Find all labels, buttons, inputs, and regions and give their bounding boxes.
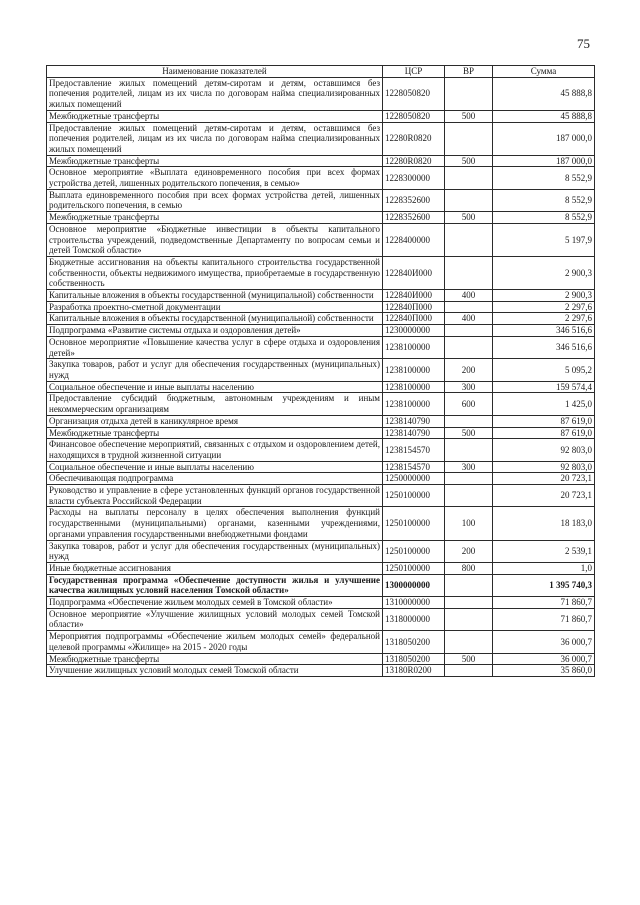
row-csr-code: 1228050820: [383, 110, 445, 122]
row-sum: 346 516,6: [493, 325, 595, 337]
row-name: Предоставление субсидий бюджетным, автономным учреждениям и иным некоммерческим организациям: [47, 393, 383, 415]
table-row: [47, 189, 595, 211]
row-sum: 1 395 740,3: [493, 574, 595, 596]
row-csr-code: 1238140790: [383, 427, 445, 439]
row-sum: 187 000,0: [493, 122, 595, 155]
table-row: [47, 574, 595, 596]
table-row: [47, 427, 595, 439]
row-csr-code: 1238154570: [383, 439, 445, 461]
row-sum: 45 888,8: [493, 110, 595, 122]
row-vr-code: [445, 631, 493, 653]
row-name: Мероприятия подпрограммы «Обеспечение жильем молодых семей» федеральной целевой программы «Жилище» на 2015 - 2020 годы: [47, 631, 383, 653]
row-name: Бюджетные ассигнования на объекты капитального строительства государственной собственности, объекты недвижимого имущества, приобретаемые в государственную собственность: [47, 256, 383, 289]
row-vr-code: 600: [445, 393, 493, 415]
row-vr-code: 400: [445, 313, 493, 325]
row-sum: 20 723,1: [493, 485, 595, 507]
row-name: Основное мероприятие «Бюджетные инвестиции в объекты капитального строительства учреждений, подведомственные Департаменту по вопросам семьи и детей Томской области»: [47, 223, 383, 256]
row-csr-code: 1228050820: [383, 77, 445, 110]
row-name: Основное мероприятие «Выплата единовременного пособия при всех формах устройства детей, лишенных родительского попечения, в семью»: [47, 167, 383, 189]
row-sum: 5 197,9: [493, 223, 595, 256]
row-sum: 92 803,0: [493, 461, 595, 473]
page-number: 75: [577, 36, 590, 51]
row-vr-code: [445, 608, 493, 630]
table-row: [47, 155, 595, 167]
row-csr-code: 1238154570: [383, 461, 445, 473]
row-csr-code: 1228352600: [383, 212, 445, 224]
row-vr-code: [445, 301, 493, 313]
row-csr-code: 122840И000: [383, 256, 445, 289]
row-sum: 159 574,4: [493, 381, 595, 393]
row-sum: 20 723,1: [493, 473, 595, 485]
table-row: [47, 540, 595, 562]
row-name: Основное мероприятие «Повышение качества услуг в сфере отдыха и оздоровления детей»: [47, 336, 383, 358]
row-name: Социальное обеспечение и иные выплаты населению: [47, 381, 383, 393]
table-row: [47, 313, 595, 325]
row-csr-code: 122840П000: [383, 313, 445, 325]
row-sum: 8 552,9: [493, 189, 595, 211]
row-csr-code: 1318050200: [383, 631, 445, 653]
row-name: Подпрограмма «Обеспечение жильем молодых семей в Томской области»: [47, 597, 383, 609]
table-row: [47, 507, 595, 540]
row-vr-code: [445, 189, 493, 211]
table-row: [47, 439, 595, 461]
row-name: Межбюджетные трансферты: [47, 212, 383, 224]
row-csr-code: 1250100000: [383, 562, 445, 574]
row-name: Разработка проектно-сметной документации: [47, 301, 383, 313]
table-row: [47, 359, 595, 381]
row-sum: 45 888,8: [493, 77, 595, 110]
row-csr-code: 12280R0820: [383, 155, 445, 167]
row-sum: 2 900,3: [493, 290, 595, 302]
row-vr-code: [445, 325, 493, 337]
row-vr-code: 300: [445, 461, 493, 473]
row-name: Организация отдыха детей в каникулярное время: [47, 415, 383, 427]
row-csr-code: 1238100000: [383, 336, 445, 358]
table-row: [47, 325, 595, 337]
table-row: [47, 631, 595, 653]
table-body: [47, 77, 595, 676]
row-sum: 71 860,7: [493, 597, 595, 609]
table-row: [47, 597, 595, 609]
row-csr-code: 1250100000: [383, 540, 445, 562]
table-row: [47, 290, 595, 302]
row-csr-code: 1228352600: [383, 189, 445, 211]
row-name: Государственная программа «Обеспечение доступности жилья и улучшение качества жилищных условий населения Томской области»: [47, 574, 383, 596]
budget-table: [46, 65, 595, 677]
table-row: [47, 485, 595, 507]
row-vr-code: [445, 439, 493, 461]
row-name: Капитальные вложения в объекты государственной (муниципальной) собственности: [47, 290, 383, 302]
row-sum: 8 552,9: [493, 167, 595, 189]
table-row: [47, 473, 595, 485]
row-name: Расходы на выплаты персоналу в целях обеспечения выполнения функций государственными (муниципальными) органами, казенными учреждениями, органами управления государственными внебюджетными фондами: [47, 507, 383, 540]
table-row: [47, 393, 595, 415]
row-vr-code: 500: [445, 110, 493, 122]
table-row: [47, 301, 595, 313]
row-name: Предоставление жилых помещений детям-сиротам и детям, оставшимся без попечения родителей, лицам из их числа по договорам найма специализированных жилых помещений: [47, 122, 383, 155]
row-sum: 5 095,2: [493, 359, 595, 381]
row-csr-code: 1228400000: [383, 223, 445, 256]
table-row: [47, 167, 595, 189]
table-row: [47, 122, 595, 155]
row-name: Межбюджетные трансферты: [47, 427, 383, 439]
row-vr-code: [445, 473, 493, 485]
table-row: [47, 223, 595, 256]
row-csr-code: 13180R0200: [383, 665, 445, 677]
row-name: Межбюджетные трансферты: [47, 653, 383, 665]
row-csr-code: 122840П000: [383, 301, 445, 313]
row-vr-code: [445, 574, 493, 596]
table-row: [47, 665, 595, 677]
row-name: Улучшение жилищных условий молодых семей Томской области: [47, 665, 383, 677]
row-sum: 8 552,9: [493, 212, 595, 224]
row-vr-code: 800: [445, 562, 493, 574]
row-vr-code: 400: [445, 290, 493, 302]
row-vr-code: [445, 665, 493, 677]
header-vr: ВР: [445, 66, 493, 78]
table-row: [47, 653, 595, 665]
row-csr-code: 1310000000: [383, 597, 445, 609]
row-sum: 346 516,6: [493, 336, 595, 358]
row-csr-code: 1238140790: [383, 415, 445, 427]
row-vr-code: 500: [445, 155, 493, 167]
row-sum: 71 860,7: [493, 608, 595, 630]
row-vr-code: [445, 77, 493, 110]
row-name: Межбюджетные трансферты: [47, 110, 383, 122]
row-name: Закупка товаров, работ и услуг для обеспечения государственных (муниципальных) нужд: [47, 540, 383, 562]
row-sum: 87 619,0: [493, 415, 595, 427]
row-csr-code: 1250100000: [383, 485, 445, 507]
row-vr-code: 200: [445, 540, 493, 562]
row-sum: 18 183,0: [493, 507, 595, 540]
row-sum: 2 297,6: [493, 301, 595, 313]
row-vr-code: [445, 336, 493, 358]
row-sum: 36 000,7: [493, 653, 595, 665]
row-name: Выплата единовременного пособия при всех формах устройства детей, лишенных родительского попечения, в семью: [47, 189, 383, 211]
row-name: Основное мероприятие «Улучшение жилищных условий молодых семей Томской области»: [47, 608, 383, 630]
row-csr-code: 1250000000: [383, 473, 445, 485]
row-name: Подпрограмма «Развитие системы отдыха и оздоровления детей»: [47, 325, 383, 337]
row-csr-code: 1238100000: [383, 393, 445, 415]
row-name: Капитальные вложения в объекты государственной (муниципальной) собственности: [47, 313, 383, 325]
row-vr-code: 200: [445, 359, 493, 381]
header-name: Наименование показателей: [47, 66, 383, 78]
table-row: [47, 110, 595, 122]
row-name: Иные бюджетные ассигнования: [47, 562, 383, 574]
row-vr-code: [445, 122, 493, 155]
row-csr-code: 1228300000: [383, 167, 445, 189]
table-row: [47, 256, 595, 289]
table-row: [47, 381, 595, 393]
row-sum: 2 900,3: [493, 256, 595, 289]
row-csr-code: 1300000000: [383, 574, 445, 596]
row-vr-code: [445, 256, 493, 289]
row-name: Межбюджетные трансферты: [47, 155, 383, 167]
row-sum: 87 619,0: [493, 427, 595, 439]
row-csr-code: 1250100000: [383, 507, 445, 540]
table-row: [47, 562, 595, 574]
table-row: [47, 608, 595, 630]
row-name: Финансовое обеспечение мероприятий, связанных с отдыхом и оздоровлением детей, находящихся в трудной жизненной ситуации: [47, 439, 383, 461]
row-name: Предоставление жилых помещений детям-сиротам и детям, оставшимся без попечения родителей, лицам из их числа по договорам найма специализированных жилых помещений: [47, 77, 383, 110]
row-csr-code: 1318000000: [383, 608, 445, 630]
table-header-row: [47, 66, 595, 78]
table-row: [47, 461, 595, 473]
header-csr: ЦСР: [383, 66, 445, 78]
row-sum: 2 297,6: [493, 313, 595, 325]
row-vr-code: 100: [445, 507, 493, 540]
table-row: [47, 212, 595, 224]
row-csr-code: 12280R0820: [383, 122, 445, 155]
row-name: Руководство и управление в сфере установленных функций органов государственной власти субъекта Российской Федерации: [47, 485, 383, 507]
row-vr-code: [445, 485, 493, 507]
row-vr-code: 500: [445, 653, 493, 665]
row-sum: 2 539,1: [493, 540, 595, 562]
row-vr-code: 300: [445, 381, 493, 393]
row-csr-code: 1318050200: [383, 653, 445, 665]
row-name: Закупка товаров, работ и услуг для обеспечения государственных (муниципальных) нужд: [47, 359, 383, 381]
table-row: [47, 77, 595, 110]
row-sum: 35 860,0: [493, 665, 595, 677]
header-sum: Сумма: [493, 66, 595, 78]
row-name: Социальное обеспечение и иные выплаты населению: [47, 461, 383, 473]
row-sum: 1 425,0: [493, 393, 595, 415]
row-vr-code: [445, 167, 493, 189]
row-sum: 187 000,0: [493, 155, 595, 167]
row-csr-code: 1230000000: [383, 325, 445, 337]
row-sum: 92 803,0: [493, 439, 595, 461]
row-vr-code: 500: [445, 212, 493, 224]
row-sum: 36 000,7: [493, 631, 595, 653]
row-name: Обеспечивающая подпрограмма: [47, 473, 383, 485]
row-vr-code: [445, 597, 493, 609]
row-vr-code: 500: [445, 427, 493, 439]
row-vr-code: [445, 223, 493, 256]
row-csr-code: 1238100000: [383, 381, 445, 393]
table-row: [47, 336, 595, 358]
row-sum: 1,0: [493, 562, 595, 574]
row-csr-code: 122840И000: [383, 290, 445, 302]
row-vr-code: [445, 415, 493, 427]
table-row: [47, 415, 595, 427]
row-csr-code: 1238100000: [383, 359, 445, 381]
